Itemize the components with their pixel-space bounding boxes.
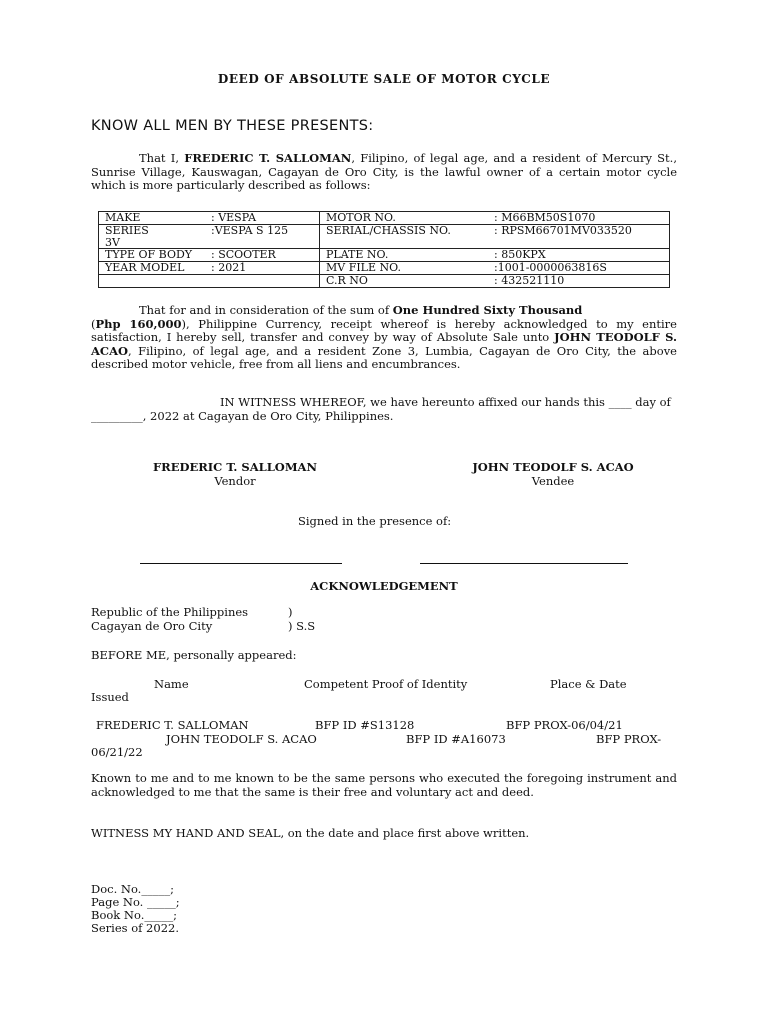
seal-statement: WITNESS MY HAND AND SEAL, on the date and place first above written. [91, 826, 530, 840]
table-cell [320, 225, 670, 249]
table-cell [320, 249, 670, 262]
table-cell [99, 275, 320, 288]
table-cell [320, 275, 670, 288]
table-row [99, 212, 670, 225]
table-cell [99, 212, 320, 225]
opening-heading: KNOW ALL MEN BY THESE PRESENTS: [91, 118, 374, 134]
series-value-continued: 3V [105, 235, 120, 249]
column-issued-header: Issued [91, 690, 129, 704]
amount-in-words: One Hundred Sixty Thousand [392, 303, 583, 317]
table-cell [99, 225, 320, 249]
chassis-no-value: : RPSM66701MV033520 [494, 224, 632, 237]
table-cell [99, 262, 320, 275]
vendee-name: JOHN TEODOLF S. ACAO [472, 460, 634, 474]
motor-no-label: MOTOR NO. [326, 211, 396, 224]
intro-text-start: That I, [139, 151, 185, 165]
table-row [99, 249, 670, 262]
motor-no-value: : M66BM50S1070 [494, 211, 596, 224]
vendee-role: Vendee [531, 473, 575, 488]
book-no: Book No._____; [91, 908, 177, 922]
document-title: DEED OF ABSOLUTE SALE OF MOTOR CYCLE [217, 72, 551, 86]
table-cell [99, 249, 320, 262]
witness-line-2: _________, 2022 at Cagayan de Oro City, Philippines. [91, 409, 394, 423]
vendor-signature-block [120, 461, 350, 488]
plate-no-value: : 850KPX [494, 248, 546, 261]
witness-line-1: IN WITNESS WHEREOF, we have hereunto affixed our hands this ____ day of [220, 395, 671, 409]
series-label: SERIES [105, 224, 149, 237]
cr-no-label: C.R NO [326, 274, 368, 287]
plate-no-label: PLATE NO. [326, 248, 389, 261]
known-paragraph: Known to me and to me known to be the same persons who executed the foregoing instrument and acknowledged to me that the same is their free and voluntary act and deed. [91, 771, 677, 799]
body-type-label: TYPE OF BODY [105, 248, 193, 261]
person2-id: BFP ID #A16073 [406, 732, 506, 746]
table-row [99, 225, 670, 249]
consideration-text-2: ( [91, 316, 96, 331]
column-place-header: Place & Date [550, 677, 627, 691]
vendor-name: FREDERIC T. SALLOMAN [153, 460, 317, 474]
page-no: Page No. _____; [91, 895, 180, 909]
person2-date: 06/21/22 [91, 745, 143, 759]
table-row [99, 275, 670, 288]
person2-name: JOHN TEODOLF S. ACAO [166, 732, 317, 746]
intro-paragraph [91, 152, 677, 193]
table-cell [320, 262, 670, 275]
vehicle-details-table [98, 211, 670, 288]
consideration-paragraph [91, 304, 677, 372]
before-me-text: BEFORE ME, personally appeared: [91, 648, 297, 662]
make-value: : VESPA [211, 211, 257, 224]
signed-in-presence-text: Signed in the presence of: [298, 514, 452, 528]
consideration-text-1: That for and in consideration of the sum of [139, 303, 393, 317]
column-proof-header: Competent Proof of Identity [304, 677, 468, 691]
body-type-value: : SCOOTER [211, 248, 276, 261]
person1-place-date: BFP PROX-06/04/21 [506, 718, 623, 732]
year-model-label: YEAR MODEL [105, 261, 185, 274]
table-cell [320, 212, 670, 225]
venue-city: Cagayan de Oro City [91, 619, 213, 633]
person1-id: BFP ID #S13128 [315, 718, 415, 732]
intro-text-end: , Filipino, of legal age, and a resident of Mercury St., Sunrise Village, Kauswagan, Cagayan de Oro City, is the lawful owner of a certain motor cycle which is more particularly described as follows: [91, 151, 677, 192]
venue-city-bracket: ) S.S [288, 619, 316, 633]
intro-vendor-name: FREDERIC T. SALLOMAN [184, 151, 352, 165]
table-row [99, 262, 670, 275]
series-year: Series of 2022. [91, 921, 179, 935]
vendee-signature-block [438, 461, 668, 488]
person1-name: FREDERIC T. SALLOMAN [96, 718, 249, 732]
chassis-no-label: SERIAL/CHASSIS NO. [326, 224, 451, 237]
person2-place: BFP PROX- [596, 732, 662, 746]
witness-signature-line-2 [420, 563, 628, 564]
mv-file-no-label: MV FILE NO. [326, 261, 402, 274]
consideration-text-3: ), Philippine Currency, receipt whereof is hereby acknowledged to my entire satisfaction, I hereby sell, transfer and convey by way of Absolute Sale unto [91, 316, 677, 344]
column-name-header: Name [154, 677, 189, 691]
witness-signature-line-1 [140, 563, 342, 564]
venue-country: Republic of the Philippines [91, 605, 249, 619]
cr-no-value: : 432521110 [494, 274, 565, 287]
consideration-text-4: , Filipino, of legal age, and a resident Zone 3, Lumbia, Cagayan de Oro City, the above described motor vehicle, free from all liens and encumbrances. [91, 343, 677, 371]
doc-no: Doc. No._____; [91, 882, 174, 896]
make-label: MAKE [105, 211, 141, 224]
vendor-role: Vendor [214, 473, 256, 488]
series-value: :VESPA S 125 [211, 224, 289, 237]
consideration-vendee-name: JOHN TEODOLF S. ACAO [91, 330, 677, 358]
acknowledgement-title: ACKNOWLEDGEMENT [310, 579, 458, 593]
year-model-value: : 2021 [211, 261, 247, 274]
mv-file-no-value: :1001-0000063816S [494, 261, 607, 274]
amount-figure: Php 160,000 [95, 316, 182, 331]
venue-country-bracket: ) [288, 605, 293, 619]
